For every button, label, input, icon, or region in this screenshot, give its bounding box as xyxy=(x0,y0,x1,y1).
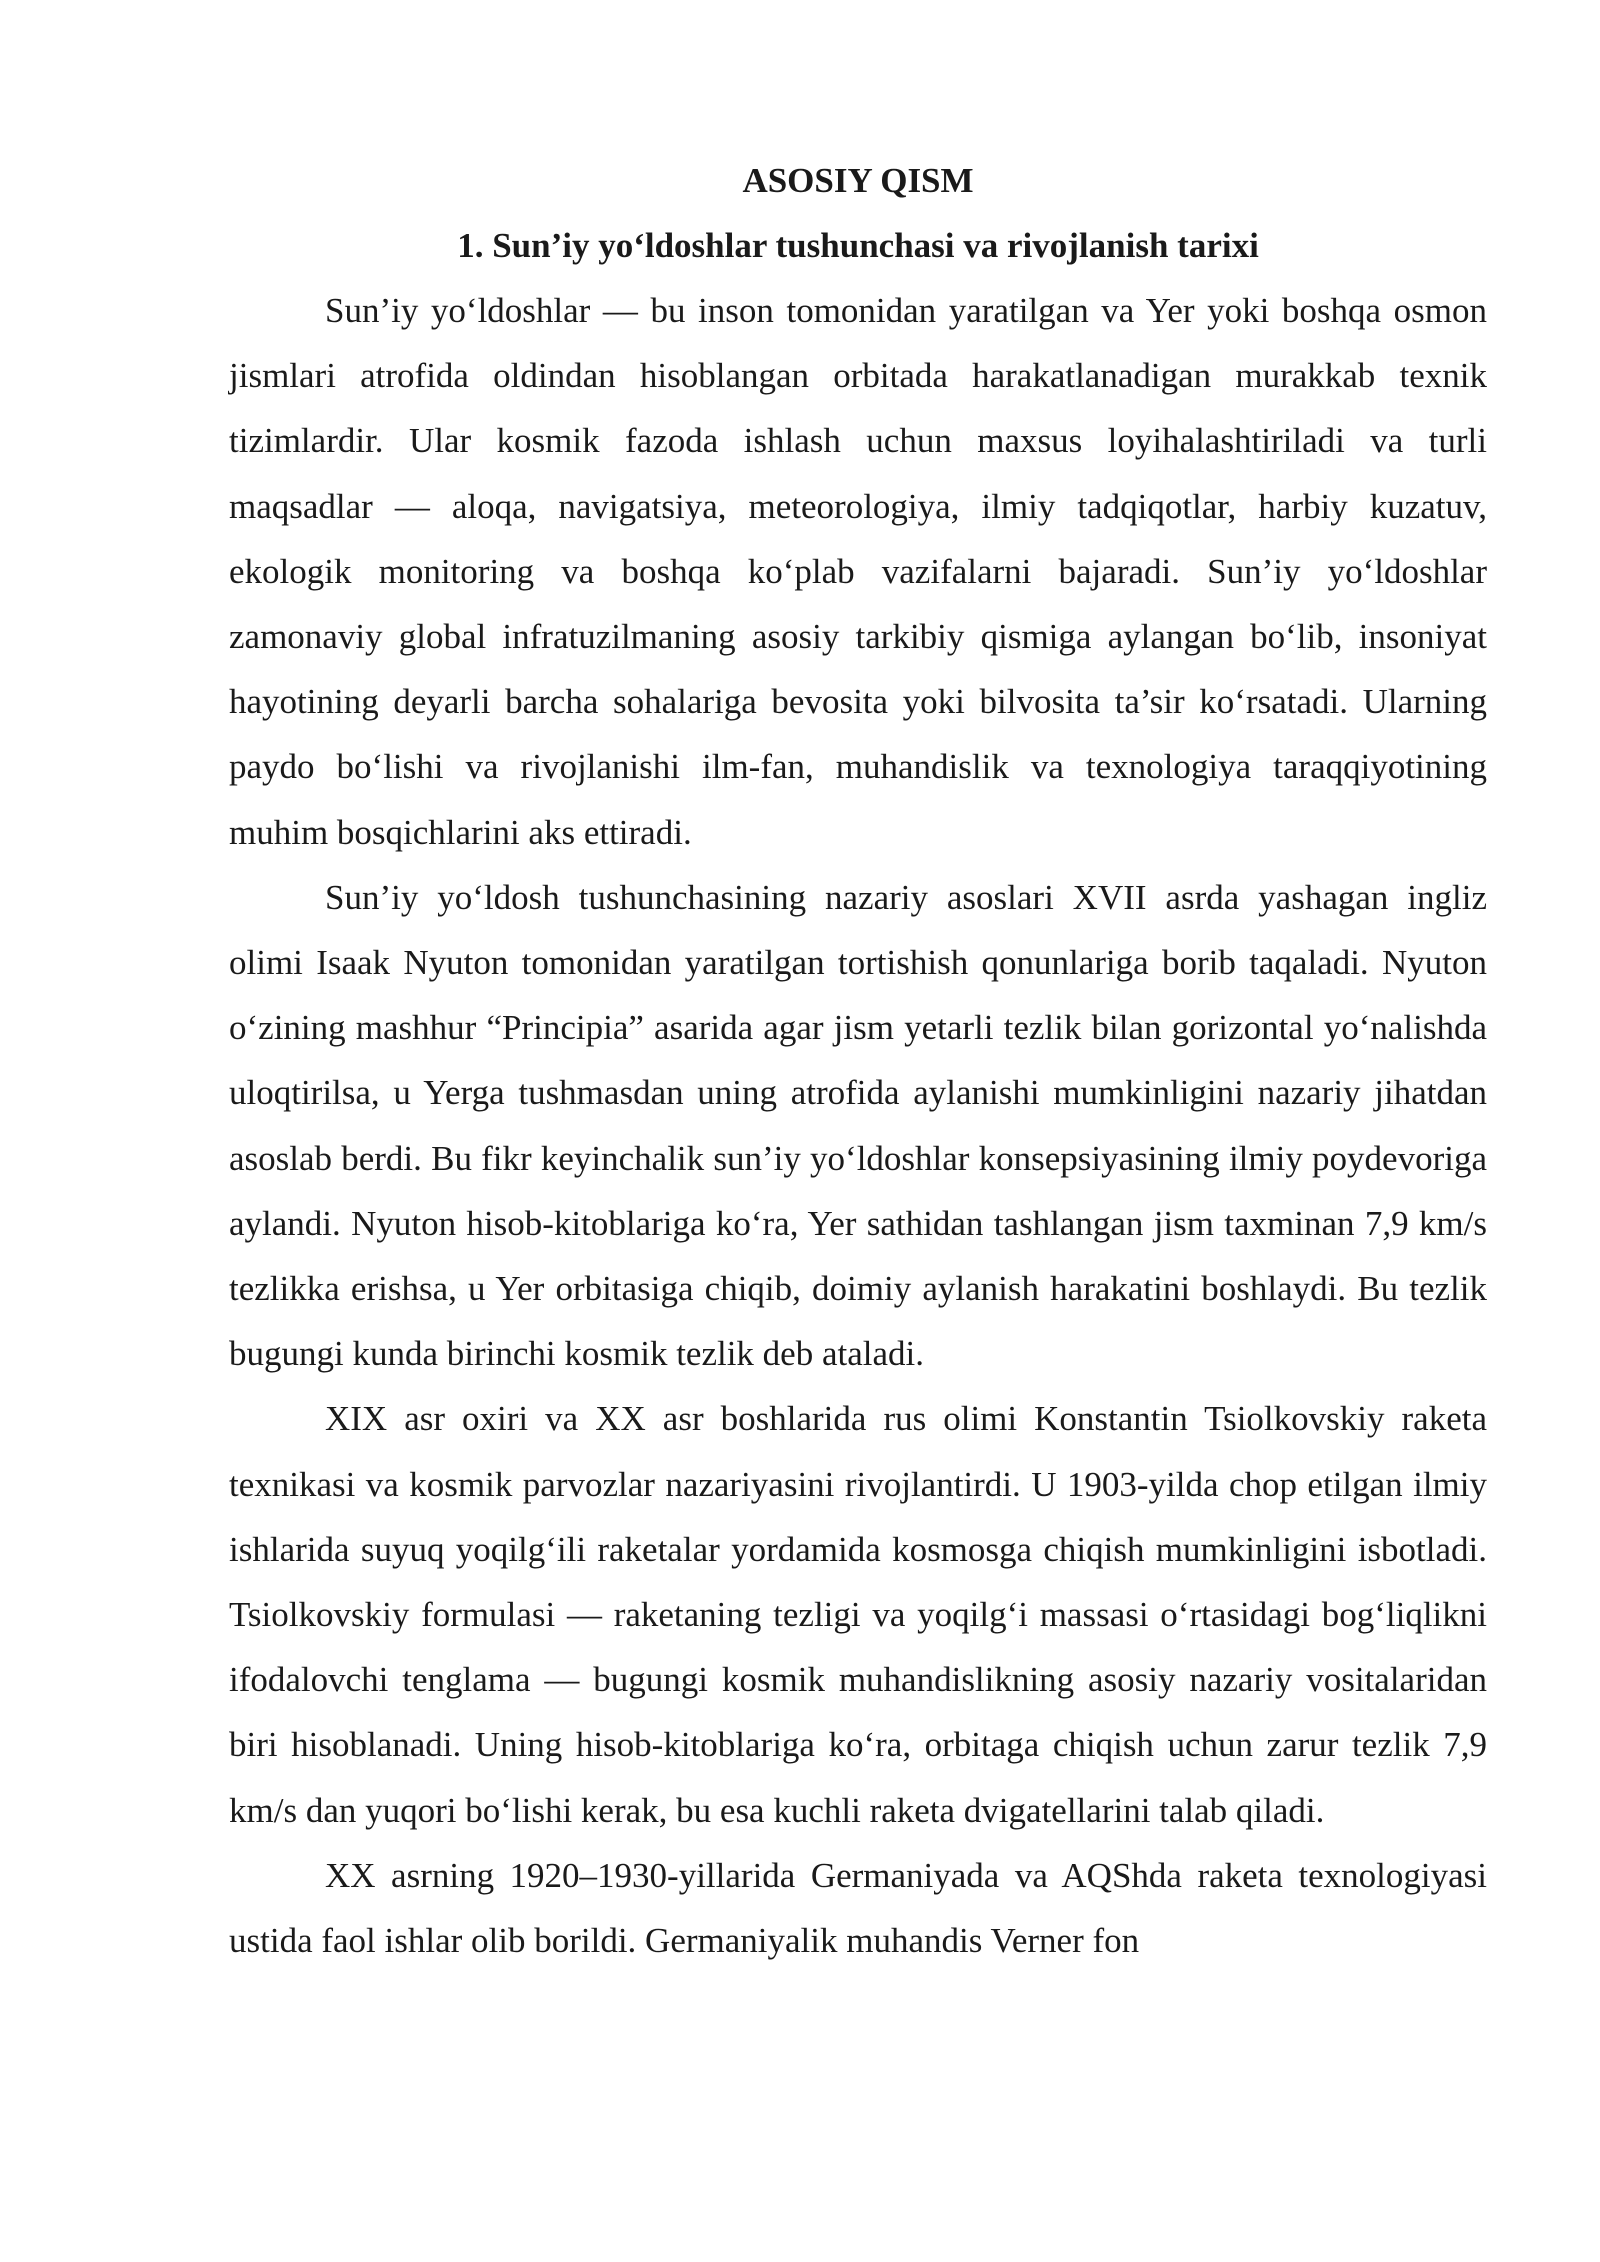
section-title: 1. Sun’iy yo‘ldoshlar tushunchasi va rivojlanish tarixi xyxy=(457,226,1259,265)
paragraph-3: XIX asr oxiri va XX asr boshlarida rus olimi Konstantin Tsiolkovskiy raketa texnikasi va kosmik parvozlar nazariyasini rivojlantirdi. U 1903-yilda chop etilgan ilmiy ishlarida suyuq yoqilg‘ili raketalar yordamida kosmosga chiqish mumkinligini isbotladi. Tsiolkovskiy formulasi — raketaning tezligi va yoqilg‘i massasi o‘rtasidagi bog‘liqlikni ifodalovchi tenglama — bugungi kosmik muhandislikning asosiy nazariy vositalaridan biri hisoblanadi. Uning hisob-kitoblariga ko‘ra, orbitaga chiqish uchun zarur tezlik 7,9 km/s dan yuqori bo‘lishi kerak, bu esa kuchli raketa dvigatellarini talab qiladi. xyxy=(229,1399,1487,1830)
paragraph-1: Sun’iy yo‘ldoshlar — bu inson tomonidan yaratilgan va Yer yoki boshqa osmon jismlari atrofida oldindan hisoblangan orbitada harakatlanadigan murakkab texnik tizimlardir. Ular kosmik fazoda ishlash uchun maxsus loyihalashtiriladi va turli maqsadlar — aloqa, navigatsiya, meteorologiya, ilmiy tadqiqotlar, harbiy kuzatuv, ekologik monitoring va boshqa ko‘plab vazifalarni bajaradi. Sun’iy yo‘ldoshlar zamonaviy global infratuzilmaning asosiy tarkibiy qismiga aylangan bo‘lib, insoniyat hayotining deyarli barcha sohalariga bevosita yoki bilvosita ta’sir ko‘rsatadi. Ularning paydo bo‘lishi va rivojlanishi ilm-fan, muhandislik va texnologiya taraqqiyotining muhim bosqichlarini aks ettiradi. xyxy=(229,291,1487,852)
paragraph-2: Sun’iy yo‘ldosh tushunchasining nazariy asoslari XVII asrda yashagan ingliz olimi Isaak Nyuton tomonidan yaratilgan tortishish qonunlariga borib taqaladi. Nyuton o‘zining mashhur “Principia” asarida agar jism yetarli tezlik bilan gorizontal yo‘nalishda uloqtirilsa, u Yerga tushmasdan uning atrofida aylanishi mumkinligini nazariy jihatdan asoslab berdi. Bu fikr keyinchalik sun’iy yo‘ldoshlar konsepsiyasining ilmiy poydevoriga aylandi. Nyuton hisob-kitoblariga ko‘ra, Yer sathidan tashlangan jism taxminan 7,9 km/s tezlikka erishsa, u Yer orbitasiga chiqib, doimiy aylanish harakatini boshlaydi. Bu tezlik bugungi kunda birinchi kosmik tezlik deb ataladi. xyxy=(229,877,1487,1374)
paragraph-4: XX asrning 1920–1930-yillarida Germaniyada va AQShda raketa texnologiyasi ustida faol ishlar olib borildi. Germaniyalik muhandis Verner fon xyxy=(229,1855,1487,1961)
document-body xyxy=(229,148,1487,1973)
main-heading: ASOSIY QISM xyxy=(742,161,974,200)
